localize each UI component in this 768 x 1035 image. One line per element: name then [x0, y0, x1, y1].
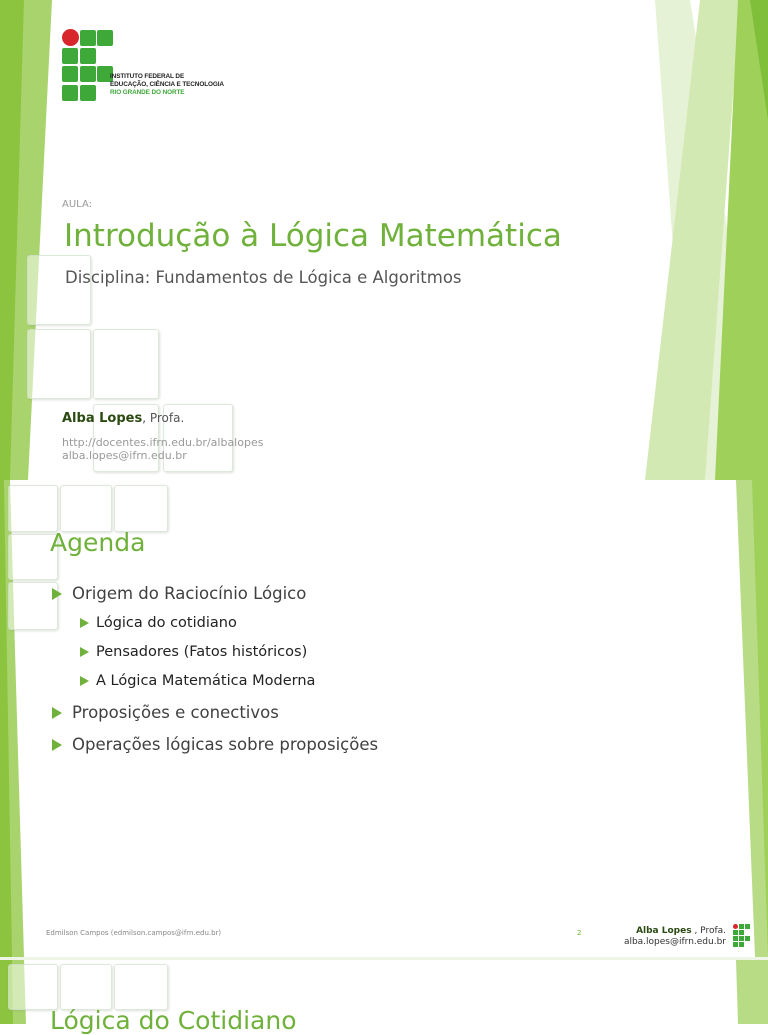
author-line	[62, 411, 184, 426]
author-name: Alba Lopes	[62, 411, 143, 426]
logo-square	[97, 30, 113, 46]
bullet-arrow-icon	[52, 707, 62, 719]
logo-square	[80, 30, 96, 46]
page-number: 2	[577, 929, 582, 937]
bullet-arrow-icon	[80, 647, 89, 657]
agenda-item: Operações lógicas sobre proposições	[52, 735, 378, 754]
logo-square	[62, 85, 78, 101]
logo-square	[80, 66, 96, 82]
agenda-subitem: Pensadores (Fatos históricos)	[80, 644, 307, 660]
logo-square	[62, 66, 78, 82]
decorative-tile	[8, 582, 58, 630]
logo-square	[80, 48, 96, 64]
slide-subtitle: Disciplina: Fundamentos de Lógica e Algoritmos	[65, 268, 462, 287]
agenda-subitem: Lógica do cotidiano	[80, 615, 237, 631]
decorative-tile	[27, 255, 91, 325]
slide-title: Introdução à Lógica Matemática	[64, 218, 562, 254]
logo-wordmark: INSTITUTO FEDERAL DE EDUCAÇÃO, CIÊNCIA E TECNOLOGIA RIO GRANDE DO NORTE	[110, 73, 224, 96]
author-role: , Profa.	[142, 411, 185, 425]
lesson-label: AULA:	[62, 199, 92, 210]
bullet-arrow-icon	[80, 618, 89, 628]
bullet-arrow-icon	[52, 588, 62, 600]
author-url-link[interactable]: http://docentes.ifrn.edu.br/albalopes	[62, 436, 264, 449]
decorative-tile	[27, 329, 91, 399]
decorative-tile	[8, 964, 58, 1010]
footer-logo-icon	[733, 924, 751, 948]
agenda-item: Origem do Raciocínio Lógico	[52, 584, 306, 603]
bullet-arrow-icon	[52, 739, 62, 751]
next-slide-title: Lógica do Cotidiano	[50, 1006, 297, 1035]
decorative-tile	[114, 964, 168, 1010]
author-email-link[interactable]: alba.lopes@ifrn.edu.br	[62, 449, 187, 462]
logo-square	[80, 85, 96, 101]
decorative-tile	[114, 485, 168, 532]
footer-email: alba.lopes@ifrn.edu.br	[623, 937, 726, 947]
institute-logo	[60, 28, 240, 106]
decorative-tile	[8, 485, 58, 532]
footer-author-block	[624, 926, 726, 948]
agenda-subitem: A Lógica Matemática Moderna	[80, 673, 315, 689]
decorative-tile	[93, 329, 159, 399]
agenda-item: Proposições e conectivos	[52, 703, 279, 722]
decorative-tile	[60, 485, 112, 532]
agenda-title: Agenda	[50, 528, 146, 557]
title-slide	[0, 0, 768, 480]
bullet-arrow-icon	[80, 676, 89, 686]
footer-author-role: , Profa.	[691, 926, 726, 936]
footer-credit: Edmilson Campos (edmilson.campos@ifrn.edu.br)	[46, 929, 222, 937]
decorative-tile	[60, 964, 112, 1010]
footer-author-name: Alba Lopes	[636, 926, 692, 936]
logo-red-circle	[62, 29, 79, 46]
logo-square	[62, 48, 78, 64]
